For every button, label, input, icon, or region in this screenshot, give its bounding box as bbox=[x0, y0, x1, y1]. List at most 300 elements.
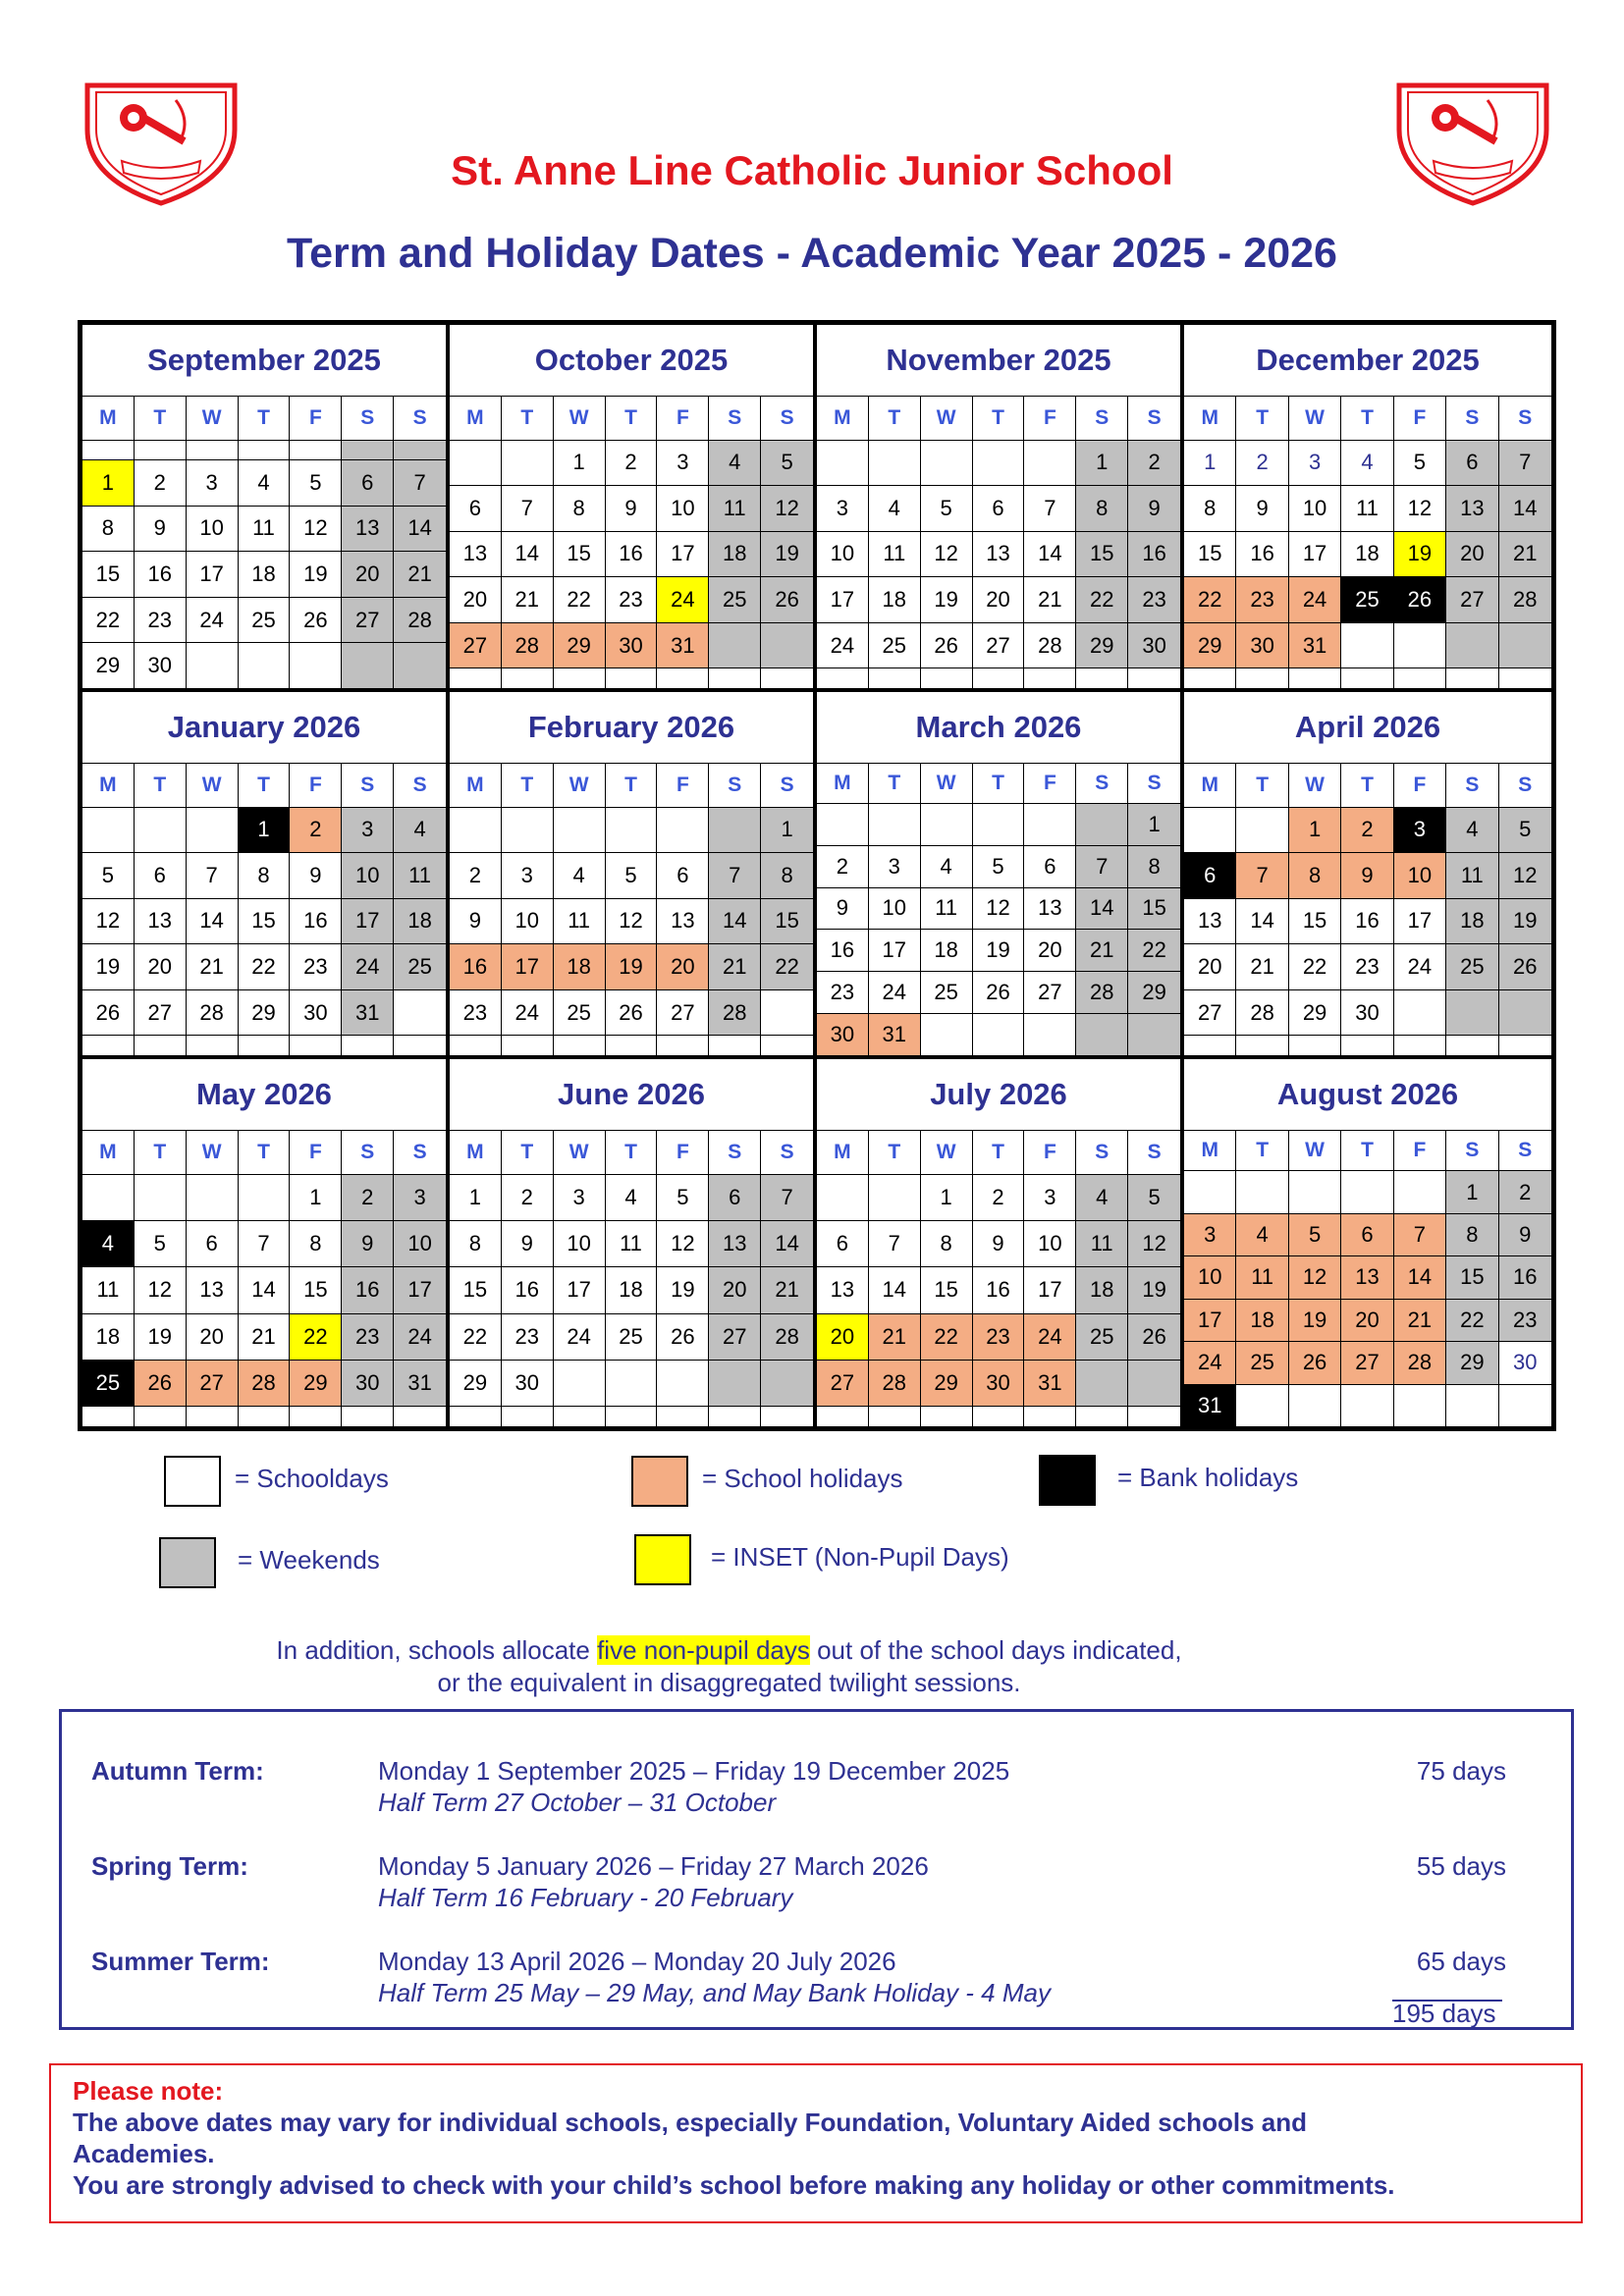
spring-half-term: Half Term 16 February - 20 February bbox=[378, 1883, 793, 1912]
empty-cell bbox=[1446, 623, 1498, 669]
empty-cell bbox=[1128, 1407, 1180, 1426]
empty-cell bbox=[1184, 668, 1236, 688]
day-cell: 27 bbox=[187, 1361, 239, 1407]
day-cell: 17 bbox=[187, 552, 239, 598]
empty-cell bbox=[761, 623, 813, 669]
day-cell: 24 bbox=[1184, 1342, 1236, 1384]
month-february-2026 bbox=[450, 692, 817, 1059]
day-cell: 11 bbox=[1236, 1256, 1288, 1299]
empty-cell bbox=[502, 441, 554, 487]
weekday-header: T bbox=[606, 397, 658, 441]
day-cell: 9 bbox=[1128, 486, 1180, 532]
day-cell: 23 bbox=[290, 944, 342, 990]
weekday-header: M bbox=[1184, 1131, 1236, 1171]
day-cell: 14 bbox=[709, 899, 761, 945]
day-cell: 1 bbox=[239, 808, 291, 854]
day-cell: 10 bbox=[394, 1221, 446, 1267]
empty-cell bbox=[817, 668, 869, 688]
day-cell: 24 bbox=[554, 1314, 606, 1361]
month-title: October 2025 bbox=[450, 325, 813, 397]
day-cell: 1 bbox=[290, 1175, 342, 1221]
empty-cell bbox=[606, 1036, 658, 1055]
empty-cell bbox=[450, 668, 502, 688]
empty-cell bbox=[1024, 1407, 1076, 1426]
weekday-header: T bbox=[869, 397, 921, 441]
day-cell: 21 bbox=[1499, 532, 1551, 578]
empty-cell bbox=[450, 808, 502, 854]
weekday-header: F bbox=[1024, 397, 1076, 441]
day-cell: 27 bbox=[657, 990, 709, 1037]
empty-cell bbox=[709, 1361, 761, 1407]
empty-cell bbox=[921, 668, 973, 688]
day-cell: 4 bbox=[239, 460, 291, 507]
day-cell: 1 bbox=[761, 808, 813, 854]
weekday-header: S bbox=[342, 397, 394, 441]
day-cell: 5 bbox=[761, 441, 813, 487]
day-cell: 21 bbox=[869, 1314, 921, 1361]
empty-cell bbox=[342, 1036, 394, 1055]
day-cell: 7 bbox=[239, 1221, 291, 1267]
day-cell: 17 bbox=[1394, 899, 1446, 945]
day-cell: 2 bbox=[1341, 808, 1393, 854]
day-cell: 5 bbox=[1289, 1214, 1341, 1256]
month-title: April 2026 bbox=[1184, 692, 1551, 764]
day-cell: 22 bbox=[1184, 577, 1236, 623]
day-cell: 17 bbox=[817, 577, 869, 623]
weekday-header: T bbox=[502, 1131, 554, 1175]
day-cell: 29 bbox=[1076, 623, 1128, 669]
day-cell: 19 bbox=[973, 930, 1025, 972]
month-january-2026 bbox=[82, 692, 450, 1059]
legend-inset bbox=[634, 1534, 1009, 1585]
empty-cell bbox=[290, 643, 342, 688]
weekday-header: S bbox=[394, 397, 446, 441]
weekday-header: S bbox=[342, 764, 394, 808]
day-cell: 10 bbox=[1024, 1221, 1076, 1267]
day-cell: 30 bbox=[973, 1361, 1025, 1407]
day-cell: 18 bbox=[1076, 1267, 1128, 1313]
empty-cell bbox=[1341, 668, 1393, 688]
day-cell: 19 bbox=[657, 1267, 709, 1313]
day-cell: 7 bbox=[1394, 1214, 1446, 1256]
empty-cell bbox=[290, 1407, 342, 1426]
day-cell: 1 bbox=[1184, 441, 1236, 487]
weekday-header: T bbox=[135, 764, 187, 808]
day-cell: 22 bbox=[921, 1314, 973, 1361]
weekday-header: W bbox=[554, 397, 606, 441]
empty-cell bbox=[502, 808, 554, 854]
weekday-header: T bbox=[502, 397, 554, 441]
day-cell: 26 bbox=[1394, 577, 1446, 623]
day-cell: 5 bbox=[921, 486, 973, 532]
day-cell: 4 bbox=[1341, 441, 1393, 487]
day-cell: 31 bbox=[1024, 1361, 1076, 1407]
day-cell: 26 bbox=[761, 577, 813, 623]
day-cell: 23 bbox=[973, 1314, 1025, 1361]
day-cell: 5 bbox=[135, 1221, 187, 1267]
day-cell: 1 bbox=[1446, 1171, 1498, 1213]
day-cell: 29 bbox=[1184, 623, 1236, 669]
day-cell: 1 bbox=[921, 1175, 973, 1221]
day-cell: 16 bbox=[290, 899, 342, 945]
spring-term-days: 55 days bbox=[1416, 1851, 1506, 1881]
day-cell: 8 bbox=[554, 486, 606, 532]
summer-term-days: 65 days bbox=[1416, 1947, 1506, 1976]
day-cell: 6 bbox=[342, 460, 394, 507]
day-cell: 8 bbox=[450, 1221, 502, 1267]
month-title: February 2026 bbox=[450, 692, 813, 764]
day-cell: 15 bbox=[290, 1267, 342, 1313]
day-cell: 6 bbox=[1446, 441, 1498, 487]
empty-cell bbox=[817, 1407, 869, 1426]
day-cell: 25 bbox=[1076, 1314, 1128, 1361]
empty-cell bbox=[239, 441, 291, 461]
day-cell: 28 bbox=[1499, 577, 1551, 623]
day-cell: 2 bbox=[1499, 1171, 1551, 1213]
empty-cell bbox=[1236, 1385, 1288, 1426]
day-cell: 7 bbox=[502, 486, 554, 532]
day-cell: 16 bbox=[606, 532, 658, 578]
day-cell: 22 bbox=[1289, 944, 1341, 990]
day-cell: 20 bbox=[187, 1314, 239, 1361]
month-title: March 2026 bbox=[817, 692, 1180, 764]
day-cell: 3 bbox=[1024, 1175, 1076, 1221]
day-cell: 5 bbox=[82, 853, 135, 899]
day-cell: 18 bbox=[1236, 1300, 1288, 1342]
empty-cell bbox=[82, 1407, 135, 1426]
weekday-header: S bbox=[1128, 764, 1180, 804]
day-cell: 20 bbox=[450, 577, 502, 623]
day-cell: 2 bbox=[290, 808, 342, 854]
empty-cell bbox=[1128, 1014, 1180, 1055]
empty-cell bbox=[709, 1407, 761, 1426]
day-cell: 6 bbox=[657, 853, 709, 899]
day-cell: 21 bbox=[761, 1267, 813, 1313]
day-grid bbox=[817, 1131, 1180, 1426]
bank-holiday-swatch bbox=[1039, 1455, 1096, 1506]
day-cell: 21 bbox=[394, 552, 446, 598]
day-cell: 18 bbox=[554, 944, 606, 990]
weekday-header: F bbox=[290, 1131, 342, 1175]
day-cell: 13 bbox=[817, 1267, 869, 1313]
month-november-2025 bbox=[817, 325, 1184, 692]
day-cell: 24 bbox=[817, 623, 869, 669]
empty-cell bbox=[869, 804, 921, 846]
empty-cell bbox=[761, 668, 813, 688]
day-cell: 27 bbox=[973, 623, 1025, 669]
weekday-header: T bbox=[1341, 1131, 1393, 1171]
weekday-header: T bbox=[239, 1131, 291, 1175]
day-cell: 8 bbox=[1076, 486, 1128, 532]
day-cell: 28 bbox=[869, 1361, 921, 1407]
day-cell: 14 bbox=[187, 899, 239, 945]
day-cell: 6 bbox=[135, 853, 187, 899]
day-cell: 2 bbox=[973, 1175, 1025, 1221]
day-cell: 21 bbox=[1076, 930, 1128, 972]
day-cell: 1 bbox=[1128, 804, 1180, 846]
day-cell: 19 bbox=[82, 944, 135, 990]
weekday-header: S bbox=[1076, 1131, 1128, 1175]
empty-cell bbox=[394, 643, 446, 688]
day-cell: 14 bbox=[1394, 1256, 1446, 1299]
day-cell: 12 bbox=[1499, 853, 1551, 899]
day-cell: 9 bbox=[1236, 486, 1288, 532]
autumn-half-term: Half Term 27 October – 31 October bbox=[378, 1788, 777, 1817]
day-cell: 29 bbox=[1446, 1342, 1498, 1384]
spring-term-dates: Monday 5 January 2026 – Friday 27 March 2026 bbox=[378, 1851, 929, 1881]
day-cell: 26 bbox=[657, 1314, 709, 1361]
day-cell: 19 bbox=[921, 577, 973, 623]
day-cell: 16 bbox=[450, 944, 502, 990]
month-april-2026 bbox=[1184, 692, 1551, 1059]
empty-cell bbox=[187, 808, 239, 854]
empty-cell bbox=[239, 1036, 291, 1055]
day-cell: 11 bbox=[1341, 486, 1393, 532]
empty-cell bbox=[1289, 1036, 1341, 1055]
weekday-header: M bbox=[817, 764, 869, 804]
empty-cell bbox=[761, 1036, 813, 1055]
empty-cell bbox=[394, 1036, 446, 1055]
day-grid bbox=[82, 397, 446, 688]
empty-cell bbox=[1184, 808, 1236, 854]
holiday-swatch bbox=[631, 1456, 688, 1507]
day-cell: 28 bbox=[1394, 1342, 1446, 1384]
weekday-header: S bbox=[709, 1131, 761, 1175]
empty-cell bbox=[187, 1407, 239, 1426]
weekday-header: T bbox=[869, 1131, 921, 1175]
day-cell: 23 bbox=[606, 577, 658, 623]
day-grid bbox=[82, 1131, 446, 1426]
day-cell: 22 bbox=[450, 1314, 502, 1361]
day-cell: 30 bbox=[342, 1361, 394, 1407]
empty-cell bbox=[606, 808, 658, 854]
day-cell: 25 bbox=[394, 944, 446, 990]
empty-cell bbox=[290, 441, 342, 461]
day-cell: 20 bbox=[1024, 930, 1076, 972]
month-october-2025 bbox=[450, 325, 817, 692]
day-cell: 26 bbox=[921, 623, 973, 669]
day-cell: 16 bbox=[1128, 532, 1180, 578]
day-cell: 7 bbox=[1499, 441, 1551, 487]
day-cell: 29 bbox=[239, 990, 291, 1037]
weekday-header: T bbox=[973, 397, 1025, 441]
weekday-header: T bbox=[239, 764, 291, 808]
empty-cell bbox=[973, 668, 1025, 688]
note-text-before: In addition, schools allocate bbox=[276, 1635, 598, 1665]
day-cell: 12 bbox=[606, 899, 658, 945]
day-cell: 1 bbox=[82, 460, 135, 507]
day-cell: 24 bbox=[657, 577, 709, 623]
empty-cell bbox=[1024, 804, 1076, 846]
non-pupil-days-note bbox=[147, 1634, 1311, 1667]
day-cell: 24 bbox=[187, 598, 239, 644]
day-cell: 7 bbox=[1076, 846, 1128, 888]
empty-cell bbox=[1394, 1171, 1446, 1213]
day-cell: 20 bbox=[1184, 944, 1236, 990]
day-cell: 20 bbox=[1446, 532, 1498, 578]
month-title: June 2026 bbox=[450, 1059, 813, 1131]
day-cell: 7 bbox=[1236, 853, 1288, 899]
day-cell: 30 bbox=[606, 623, 658, 669]
day-cell: 24 bbox=[342, 944, 394, 990]
day-cell: 12 bbox=[1128, 1221, 1180, 1267]
month-title: September 2025 bbox=[82, 325, 446, 397]
weekday-header: M bbox=[1184, 764, 1236, 808]
empty-cell bbox=[394, 441, 446, 461]
day-cell: 20 bbox=[817, 1314, 869, 1361]
day-cell: 26 bbox=[1499, 944, 1551, 990]
empty-cell bbox=[342, 441, 394, 461]
empty-cell bbox=[921, 804, 973, 846]
day-cell: 11 bbox=[921, 888, 973, 931]
empty-cell bbox=[239, 1407, 291, 1426]
weekday-header: W bbox=[921, 397, 973, 441]
day-cell: 19 bbox=[761, 532, 813, 578]
weekday-header: M bbox=[1184, 397, 1236, 441]
day-cell: 26 bbox=[973, 972, 1025, 1014]
empty-cell bbox=[1128, 668, 1180, 688]
day-cell: 15 bbox=[82, 552, 135, 598]
day-cell: 12 bbox=[973, 888, 1025, 931]
empty-cell bbox=[1499, 623, 1551, 669]
day-grid bbox=[817, 764, 1180, 1055]
day-cell: 25 bbox=[1236, 1342, 1288, 1384]
month-december-2025 bbox=[1184, 325, 1551, 692]
day-cell: 30 bbox=[1499, 1342, 1551, 1384]
day-cell: 25 bbox=[1446, 944, 1498, 990]
day-cell: 24 bbox=[1289, 577, 1341, 623]
day-cell: 28 bbox=[1076, 972, 1128, 1014]
weekday-header: W bbox=[554, 764, 606, 808]
day-cell: 24 bbox=[502, 990, 554, 1037]
day-cell: 2 bbox=[342, 1175, 394, 1221]
empty-cell bbox=[817, 804, 869, 846]
empty-cell bbox=[554, 808, 606, 854]
day-cell: 4 bbox=[554, 853, 606, 899]
day-cell: 13 bbox=[1446, 486, 1498, 532]
day-cell: 4 bbox=[1446, 808, 1498, 854]
day-cell: 22 bbox=[239, 944, 291, 990]
day-cell: 11 bbox=[239, 507, 291, 553]
day-cell: 13 bbox=[135, 899, 187, 945]
day-cell: 16 bbox=[1499, 1256, 1551, 1299]
day-cell: 6 bbox=[1024, 846, 1076, 888]
day-cell: 21 bbox=[1024, 577, 1076, 623]
day-cell: 22 bbox=[1076, 577, 1128, 623]
weekday-header: M bbox=[82, 397, 135, 441]
weekday-header: M bbox=[450, 1131, 502, 1175]
legend-schooldays bbox=[164, 1456, 389, 1507]
legend-bank-holidays bbox=[1039, 1455, 1298, 1506]
day-cell: 13 bbox=[450, 532, 502, 578]
day-cell: 7 bbox=[709, 853, 761, 899]
day-cell: 3 bbox=[342, 808, 394, 854]
weekday-header: S bbox=[1446, 1131, 1498, 1171]
day-cell: 4 bbox=[394, 808, 446, 854]
day-cell: 9 bbox=[1341, 853, 1393, 899]
day-cell: 17 bbox=[1024, 1267, 1076, 1313]
day-cell: 23 bbox=[502, 1314, 554, 1361]
empty-cell bbox=[135, 1036, 187, 1055]
weekday-header: T bbox=[973, 764, 1025, 804]
day-cell: 28 bbox=[394, 598, 446, 644]
empty-cell bbox=[1394, 668, 1446, 688]
weekday-header: M bbox=[450, 397, 502, 441]
weekday-header: W bbox=[921, 1131, 973, 1175]
weekday-header: W bbox=[554, 1131, 606, 1175]
day-cell: 10 bbox=[187, 507, 239, 553]
day-cell: 22 bbox=[554, 577, 606, 623]
day-cell: 16 bbox=[817, 930, 869, 972]
day-grid bbox=[450, 764, 813, 1055]
day-cell: 2 bbox=[450, 853, 502, 899]
empty-cell bbox=[869, 668, 921, 688]
empty-cell bbox=[554, 1036, 606, 1055]
day-cell: 2 bbox=[817, 846, 869, 888]
month-title: January 2026 bbox=[82, 692, 446, 764]
month-title: July 2026 bbox=[817, 1059, 1180, 1131]
weekday-header: W bbox=[187, 1131, 239, 1175]
day-cell: 15 bbox=[1076, 532, 1128, 578]
weekday-header: T bbox=[606, 1131, 658, 1175]
day-cell: 14 bbox=[1024, 532, 1076, 578]
day-cell: 18 bbox=[869, 577, 921, 623]
day-cell: 15 bbox=[1446, 1256, 1498, 1299]
day-cell: 4 bbox=[709, 441, 761, 487]
day-cell: 17 bbox=[554, 1267, 606, 1313]
empty-cell bbox=[1236, 1171, 1288, 1213]
month-title: November 2025 bbox=[817, 325, 1180, 397]
weekday-header: W bbox=[921, 764, 973, 804]
day-cell: 27 bbox=[1446, 577, 1498, 623]
total-days: 195 days bbox=[1392, 1999, 1496, 2028]
weekday-header: M bbox=[82, 764, 135, 808]
day-cell: 22 bbox=[1446, 1300, 1498, 1342]
day-cell: 9 bbox=[290, 853, 342, 899]
day-cell: 17 bbox=[869, 930, 921, 972]
day-grid bbox=[1184, 764, 1551, 1055]
day-cell: 30 bbox=[502, 1361, 554, 1407]
legend-weekends bbox=[159, 1537, 380, 1588]
weekday-header: T bbox=[1341, 397, 1393, 441]
empty-cell bbox=[921, 1407, 973, 1426]
weekday-header: F bbox=[1394, 764, 1446, 808]
day-cell: 9 bbox=[1499, 1214, 1551, 1256]
note-text-after: out of the school days indicated, bbox=[809, 1635, 1182, 1665]
empty-cell bbox=[869, 441, 921, 487]
empty-cell bbox=[1024, 441, 1076, 487]
day-cell: 12 bbox=[761, 486, 813, 532]
day-cell: 25 bbox=[1341, 577, 1393, 623]
day-cell: 20 bbox=[973, 577, 1025, 623]
empty-cell bbox=[657, 808, 709, 854]
day-cell: 28 bbox=[1024, 623, 1076, 669]
weekday-header: F bbox=[657, 764, 709, 808]
weekday-header: T bbox=[1236, 397, 1288, 441]
day-cell: 28 bbox=[187, 990, 239, 1037]
day-cell: 10 bbox=[817, 532, 869, 578]
weekday-header: T bbox=[1236, 764, 1288, 808]
empty-cell bbox=[1128, 1361, 1180, 1407]
day-cell: 26 bbox=[606, 990, 658, 1037]
day-grid bbox=[1184, 397, 1551, 688]
day-cell: 24 bbox=[1024, 1314, 1076, 1361]
day-cell: 15 bbox=[921, 1267, 973, 1313]
day-cell: 23 bbox=[1341, 944, 1393, 990]
note-highlight: five non-pupil days bbox=[597, 1635, 810, 1665]
day-cell: 25 bbox=[239, 598, 291, 644]
empty-cell bbox=[709, 668, 761, 688]
